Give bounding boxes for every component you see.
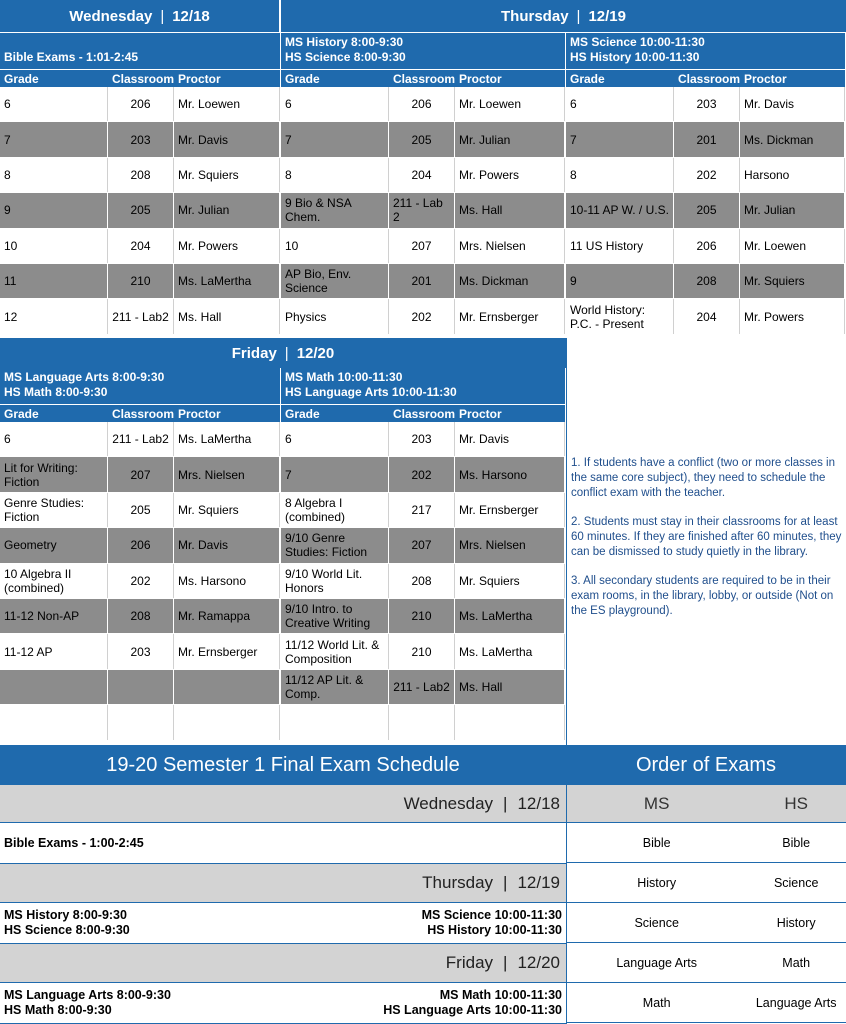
section-title-line: MS Science 10:00-11:30 <box>570 35 705 49</box>
cell-classroom: 205 <box>674 193 740 227</box>
cell-proctor: Mrs. Nielsen <box>455 528 565 562</box>
table-row <box>0 264 280 299</box>
cell-grade: 6 <box>0 87 108 121</box>
summary-friday-date: 12/20 <box>517 953 560 972</box>
order-ms: Science <box>634 915 679 930</box>
section-title-line: MS History 8:00-9:30 <box>285 35 404 49</box>
cell-classroom: 217 <box>389 493 455 527</box>
notes-panel <box>566 338 846 745</box>
cell-grade <box>0 705 108 739</box>
cell-classroom: 207 <box>389 528 455 562</box>
table-row <box>0 528 280 563</box>
cell-classroom: 203 <box>674 87 740 121</box>
cell-proctor: Mr. Davis <box>174 122 280 156</box>
cell-proctor <box>174 705 280 739</box>
friday-day: Friday <box>231 344 277 362</box>
cell-proctor: Ms. LaMertha <box>174 264 280 298</box>
cell-classroom: 205 <box>108 193 174 227</box>
column-header-grade: Grade <box>285 72 320 86</box>
order-ms: Math <box>642 995 671 1010</box>
cell-classroom: 207 <box>108 457 174 491</box>
table-row <box>0 670 280 705</box>
table-row <box>281 634 565 669</box>
section-title-line: MS Language Arts 8:00-9:30 <box>4 370 165 384</box>
cell-proctor: Mr. Julian <box>174 193 280 227</box>
table-row <box>0 422 280 457</box>
table-row <box>281 599 565 634</box>
cell-grade: 6 <box>281 87 389 121</box>
cell-proctor: Ms. Hall <box>174 299 280 333</box>
cell-grade: Lit for Writing: Fiction <box>0 457 108 491</box>
wednesday-header: Wednesday | 12/18 <box>0 0 280 32</box>
column-header-proctor: Proctor <box>459 72 502 86</box>
cell-proctor: Mr. Ernsberger <box>455 299 565 333</box>
table-row <box>566 158 845 193</box>
table-row <box>281 122 565 157</box>
cell-proctor: Mr. Powers <box>455 158 565 192</box>
friday-section-a <box>0 368 281 741</box>
table-row <box>281 229 565 264</box>
section-title-line: MS Math 10:00-11:30 <box>285 370 403 384</box>
cell-grade: 9/10 World Lit. Honors <box>281 564 389 598</box>
summary-fri-left-1: HS Math 8:00-9:30 <box>4 1003 112 1017</box>
cell-classroom: 208 <box>108 158 174 192</box>
cell-grade: 7 <box>281 122 389 156</box>
wednesday-date: 12/18 <box>172 7 210 25</box>
cell-proctor: Ms. LaMertha <box>455 634 565 668</box>
friday-section-b <box>281 368 566 741</box>
summary-wednesday-day: Wednesday <box>403 793 494 813</box>
summary-wednesday-exams <box>0 823 566 864</box>
table-row <box>566 122 845 157</box>
cell-classroom: 208 <box>389 564 455 598</box>
cell-proctor: Mrs. Nielsen <box>174 457 280 491</box>
column-header-row <box>566 69 845 87</box>
order-row <box>567 983 846 1023</box>
cell-classroom: 202 <box>108 564 174 598</box>
column-header-grade: Grade <box>285 407 320 421</box>
summary-fri-right-1: HS Language Arts 10:00-11:30 <box>383 1003 562 1017</box>
section-title <box>0 33 280 69</box>
cell-proctor: Mr. Squiers <box>174 158 280 192</box>
cell-proctor: Ms. Dickman <box>455 264 565 298</box>
cell-grade: 11/12 AP Lit. & Comp. <box>281 670 389 704</box>
cell-proctor: Mr. Powers <box>174 229 280 263</box>
section-title-line: HS History 10:00-11:30 <box>570 50 700 64</box>
cell-classroom: 210 <box>389 634 455 668</box>
column-header-proctor: Proctor <box>178 72 221 86</box>
cell-proctor: Ms. LaMertha <box>174 422 280 456</box>
column-header-grade: Grade <box>4 407 39 421</box>
cell-classroom: 205 <box>108 493 174 527</box>
order-hs: Science <box>773 875 819 890</box>
table-row <box>281 87 565 122</box>
column-header-row <box>281 404 565 422</box>
cell-grade <box>0 670 108 704</box>
cell-classroom: 211 - Lab2 <box>108 422 174 456</box>
cell-classroom: 203 <box>389 422 455 456</box>
cell-grade: 10-11 AP W. / U.S. <box>566 193 674 227</box>
order-hs: Math <box>782 955 811 970</box>
order-of-exams-table <box>566 785 846 1024</box>
cell-classroom: 211 - Lab 2 <box>389 193 455 227</box>
cell-grade: 12 <box>0 299 108 333</box>
table-row <box>281 493 565 528</box>
cell-proctor: Ms. Dickman <box>740 122 845 156</box>
note-1: 1. If students have a conflict (two or more classes in the same core subject), they need to schedule the conflict exam with the teacher. <box>571 457 835 499</box>
cell-proctor: Mr. Loewen <box>740 229 845 263</box>
cell-proctor: Harsono <box>740 158 845 192</box>
cell-classroom <box>108 705 174 739</box>
order-row <box>567 903 846 943</box>
cell-proctor: Mr. Squiers <box>174 493 280 527</box>
cell-grade: 11 US History <box>566 229 674 263</box>
wednesday-bible-section <box>0 33 281 335</box>
thursday-day: Thursday <box>501 7 569 25</box>
cell-grade: 10 <box>0 229 108 263</box>
table-row <box>566 229 845 264</box>
cell-grade: Geometry <box>0 528 108 562</box>
cell-grade: 11-12 AP <box>0 634 108 668</box>
cell-proctor <box>455 705 565 739</box>
cell-classroom: 204 <box>389 158 455 192</box>
table-row <box>0 229 280 264</box>
order-hs: History <box>776 915 816 930</box>
order-row <box>567 863 846 903</box>
cell-grade: 7 <box>281 457 389 491</box>
column-header-classroom: Classroom <box>393 72 456 86</box>
cell-classroom: 208 <box>674 264 740 298</box>
summary-wednesday-band: Wednesday | 12/18 <box>0 785 566 823</box>
cell-grade: 8 <box>0 158 108 192</box>
table-row <box>281 705 565 740</box>
section-title <box>0 368 280 404</box>
order-ms: Bible <box>642 835 671 850</box>
column-header-classroom: Classroom <box>393 407 456 421</box>
table-row <box>0 299 280 334</box>
cell-grade: Genre Studies: Fiction <box>0 493 108 527</box>
cell-classroom: 208 <box>108 599 174 633</box>
table-row <box>0 457 280 492</box>
cell-classroom: 205 <box>389 122 455 156</box>
cell-classroom: 204 <box>108 229 174 263</box>
table-row <box>0 122 280 157</box>
table-row <box>281 457 565 492</box>
table-row <box>566 87 845 122</box>
column-header-classroom: Classroom <box>112 72 175 86</box>
summary-thu-right-1: HS History 10:00-11:30 <box>427 923 562 937</box>
column-header-classroom: Classroom <box>112 407 175 421</box>
cell-grade: Physics <box>281 299 389 333</box>
cell-proctor: Ms. Hall <box>455 193 565 227</box>
cell-grade: 6 <box>0 422 108 456</box>
cell-grade: 10 <box>281 229 389 263</box>
column-header-proctor: Proctor <box>744 72 787 86</box>
order-row <box>567 823 846 863</box>
cell-classroom: 210 <box>108 264 174 298</box>
cell-classroom: 206 <box>108 87 174 121</box>
summary-thu-left-1: HS Science 8:00-9:30 <box>4 923 130 937</box>
table-row <box>281 299 565 334</box>
table-row <box>0 564 280 599</box>
cell-grade: 11/12 World Lit. & Composition <box>281 634 389 668</box>
cell-proctor: Mr. Ernsberger <box>174 634 280 668</box>
cell-proctor: Mrs. Nielsen <box>455 229 565 263</box>
order-title: Order of Exams <box>635 753 777 776</box>
table-row <box>0 193 280 228</box>
cell-classroom: 206 <box>674 229 740 263</box>
note-3: 3. All secondary students are required to be in their exam rooms, in the library, lobby, or outside (Not on the ES playground). <box>571 575 834 617</box>
table-row <box>566 299 845 334</box>
table-row <box>281 564 565 599</box>
summary-thursday-date: 12/19 <box>517 873 560 892</box>
cell-proctor: Ms. LaMertha <box>455 599 565 633</box>
cell-classroom: 202 <box>389 457 455 491</box>
table-row <box>0 705 280 740</box>
table-row <box>0 599 280 634</box>
order-ms: Language Arts <box>616 955 697 970</box>
summary-fri-right-0: MS Math 10:00-11:30 <box>439 988 562 1002</box>
cell-grade: 8 Algebra I (combined) <box>281 493 389 527</box>
section-title <box>281 368 565 404</box>
cell-classroom: 206 <box>108 528 174 562</box>
thursday-section-a <box>281 33 566 335</box>
column-header-row <box>281 69 565 87</box>
cell-grade: 8 <box>566 158 674 192</box>
cell-grade: 6 <box>281 422 389 456</box>
table-row <box>281 193 565 228</box>
cell-proctor: Mr. Loewen <box>455 87 565 121</box>
cell-grade: 7 <box>566 122 674 156</box>
cell-classroom <box>389 705 455 739</box>
table-row <box>281 670 565 705</box>
order-ms: History <box>637 875 677 890</box>
summary-friday-exams <box>0 983 566 1024</box>
cell-grade: 6 <box>566 87 674 121</box>
cell-proctor: Mr. Squiers <box>740 264 845 298</box>
cell-proctor: Mr. Ramappa <box>174 599 280 633</box>
cell-grade: 9/10 Intro. to Creative Writing <box>281 599 389 633</box>
cell-classroom: 203 <box>108 634 174 668</box>
thursday-section-b <box>566 33 846 335</box>
cell-classroom: 201 <box>674 122 740 156</box>
summary-thu-right-0: MS Science 10:00-11:30 <box>421 908 562 922</box>
cell-classroom: 201 <box>389 264 455 298</box>
cell-proctor: Mr. Davis <box>174 528 280 562</box>
cell-proctor: Mr. Davis <box>455 422 565 456</box>
section-title-line: HS Language Arts 10:00-11:30 <box>285 385 457 399</box>
table-row <box>566 264 845 299</box>
table-row <box>281 528 565 563</box>
cell-proctor: Ms. Harsono <box>174 564 280 598</box>
order-header-hs: HS <box>784 793 808 813</box>
thursday-date: 12/19 <box>588 7 626 25</box>
section-title-line: HS Math 8:00-9:30 <box>4 385 108 399</box>
table-row <box>0 158 280 193</box>
cell-proctor: Mr. Davis <box>740 87 845 121</box>
table-row <box>281 264 565 299</box>
cell-grade: 9 <box>566 264 674 298</box>
cell-classroom <box>108 670 174 704</box>
cell-proctor: Mr. Powers <box>740 299 845 333</box>
summary-friday-band: Friday | 12/20 <box>0 944 566 983</box>
cell-grade: 7 <box>0 122 108 156</box>
summary-title: 19-20 Semester 1 Final Exam Schedule <box>106 753 460 776</box>
cell-classroom: 207 <box>389 229 455 263</box>
cell-proctor: Mr. Ernsberger <box>455 493 565 527</box>
cell-proctor: Ms. Harsono <box>455 457 565 491</box>
cell-grade: 10 Algebra II (combined) <box>0 564 108 598</box>
summary-friday-day: Friday <box>445 953 494 972</box>
cell-grade: 9 Bio & NSA Chem. <box>281 193 389 227</box>
column-header-grade: Grade <box>4 72 39 86</box>
cell-classroom: 202 <box>389 299 455 333</box>
order-row <box>567 943 846 983</box>
table-row <box>0 87 280 122</box>
summary-wed-left-0: Bible Exams - 1:00-2:45 <box>4 835 144 850</box>
column-header-grade: Grade <box>570 72 605 86</box>
cell-classroom: 206 <box>389 87 455 121</box>
section-title <box>281 33 565 69</box>
column-header-classroom: Classroom <box>678 72 741 86</box>
cell-proctor: Mr. Julian <box>455 122 565 156</box>
cell-proctor: Mr. Squiers <box>455 564 565 598</box>
column-header-row <box>0 404 280 422</box>
table-row <box>281 422 565 457</box>
section-title <box>566 33 845 69</box>
cell-classroom: 211 - Lab2 <box>108 299 174 333</box>
summary-fri-left-0: MS Language Arts 8:00-9:30 <box>4 988 171 1002</box>
cell-proctor <box>174 670 280 704</box>
column-header-proctor: Proctor <box>178 407 221 421</box>
table-row <box>0 634 280 669</box>
cell-grade: 9/10 Genre Studies: Fiction <box>281 528 389 562</box>
cell-grade: 8 <box>281 158 389 192</box>
cell-proctor: Mr. Julian <box>740 193 845 227</box>
summary-thursday-band: Thursday | 12/19 <box>0 864 566 903</box>
order-header-ms: MS <box>643 793 670 813</box>
friday-header: Friday | 12/20 <box>0 338 566 368</box>
table-row <box>0 493 280 528</box>
order-rows <box>567 823 846 1023</box>
section-title-line: HS Science 8:00-9:30 <box>285 50 406 64</box>
summary-thu-left-0: MS History 8:00-9:30 <box>4 908 127 922</box>
wednesday-day: Wednesday <box>69 7 153 25</box>
order-hs: Language Arts <box>755 995 837 1010</box>
column-header-row <box>0 69 280 87</box>
cell-classroom: 204 <box>674 299 740 333</box>
cell-classroom: 202 <box>674 158 740 192</box>
friday-date: 12/20 <box>296 344 335 362</box>
table-row <box>566 193 845 228</box>
thursday-header: Thursday | 12/19 <box>281 0 846 32</box>
cell-grade: 11 <box>0 264 108 298</box>
cell-classroom: 203 <box>108 122 174 156</box>
note-2: 2. Students must stay in their classrooms for at least 60 minutes. If they are finished after 60 minutes, they can be dismissed to study quietly in the library. <box>571 516 842 558</box>
column-header-proctor: Proctor <box>459 407 502 421</box>
cell-grade: 9 <box>0 193 108 227</box>
cell-grade: World History: P.C. - Present <box>566 299 674 333</box>
summary-thursday-exams <box>0 903 566 944</box>
table-row <box>281 158 565 193</box>
order-header-row <box>567 785 846 823</box>
cell-proctor: Mr. Loewen <box>174 87 280 121</box>
cell-classroom: 211 - Lab2 <box>389 670 455 704</box>
cell-grade <box>281 705 389 739</box>
cell-grade: AP Bio, Env. Science <box>281 264 389 298</box>
section-title-line: Bible Exams - 1:01-2:45 <box>4 50 139 64</box>
summary-wednesday-date: 12/18 <box>517 793 560 813</box>
summary-thursday-day: Thursday <box>422 873 494 892</box>
cell-classroom: 210 <box>389 599 455 633</box>
order-hs: Bible <box>782 835 811 850</box>
cell-proctor: Ms. Hall <box>455 670 565 704</box>
cell-grade: 11-12 Non-AP <box>0 599 108 633</box>
